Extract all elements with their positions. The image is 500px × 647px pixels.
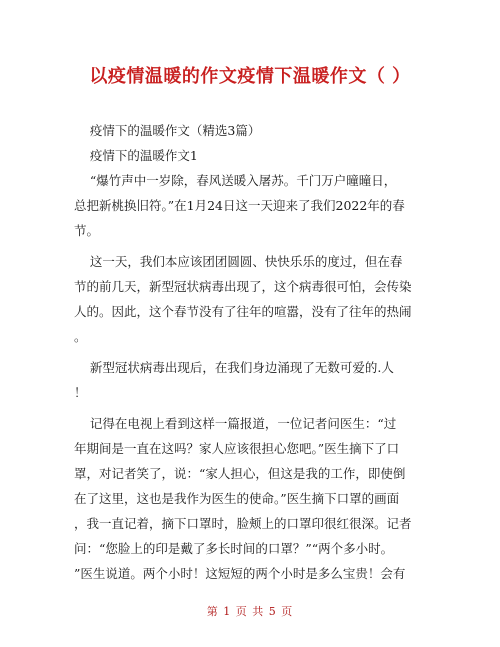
body-line: “爆竹声中一岁除，春风送暖入屠苏。千门万户曈曈日，: [74, 173, 397, 188]
document-title: 以疫情温暖的作文疫情下温暖作文（ ）: [89, 66, 411, 87]
body-line: 在了这里，这也是我作为医生的使命。”医生摘下口罩的画面: [74, 491, 400, 506]
body-line: ”医生说道。两个小时！这短短的两个小时是多么宝贵！会有: [74, 566, 406, 581]
body-line: 这一天，我们本应该团团圆圆、快快乐乐的度过，但在春: [74, 254, 403, 269]
body-line: 问：“您脸上的印是戴了多长时间的口罩？”“两个多小时。: [74, 541, 394, 556]
body-line: 人的。因此，这个春节没有了往年的喧嚣，没有了往年的热闹: [74, 304, 412, 319]
body-line: 总把新桃换旧符。”在1月24日这一天迎来了我们2022年的春: [74, 198, 405, 213]
page-footer: 第 1 页 共 5 页: [206, 605, 294, 618]
body-line: ，我一直记着，摘下口罩时，脸颊上的口罩印很红很深。记者: [74, 516, 412, 531]
body-line: 新型冠状病毒出现后，在我们身边涌现了无数可爱的.人: [74, 360, 394, 375]
body-line: 记得在电视上看到这样一篇报道，一位记者问医生：“过: [74, 416, 397, 431]
document-body: [74, 118, 434, 586]
body-line: 节的前几天，新型冠状病毒出现了，这个病毒很可怕，会传染: [74, 279, 412, 294]
body-line: 。: [74, 329, 87, 344]
body-line: 罩，对记者笑了，说：“家人担心，但这是我的工作，即使倒: [74, 466, 406, 481]
body-line: ！: [74, 385, 87, 400]
body-line: 年期间是一直在这吗？家人应该很担心您吧。”医生摘下了口: [74, 441, 400, 456]
body-line: 节。: [74, 223, 100, 238]
essay-heading-line: 疫情下的温暖作文1: [74, 148, 198, 163]
subtitle-line: 疫情下的温暖作文（精选3篇）: [74, 123, 261, 138]
